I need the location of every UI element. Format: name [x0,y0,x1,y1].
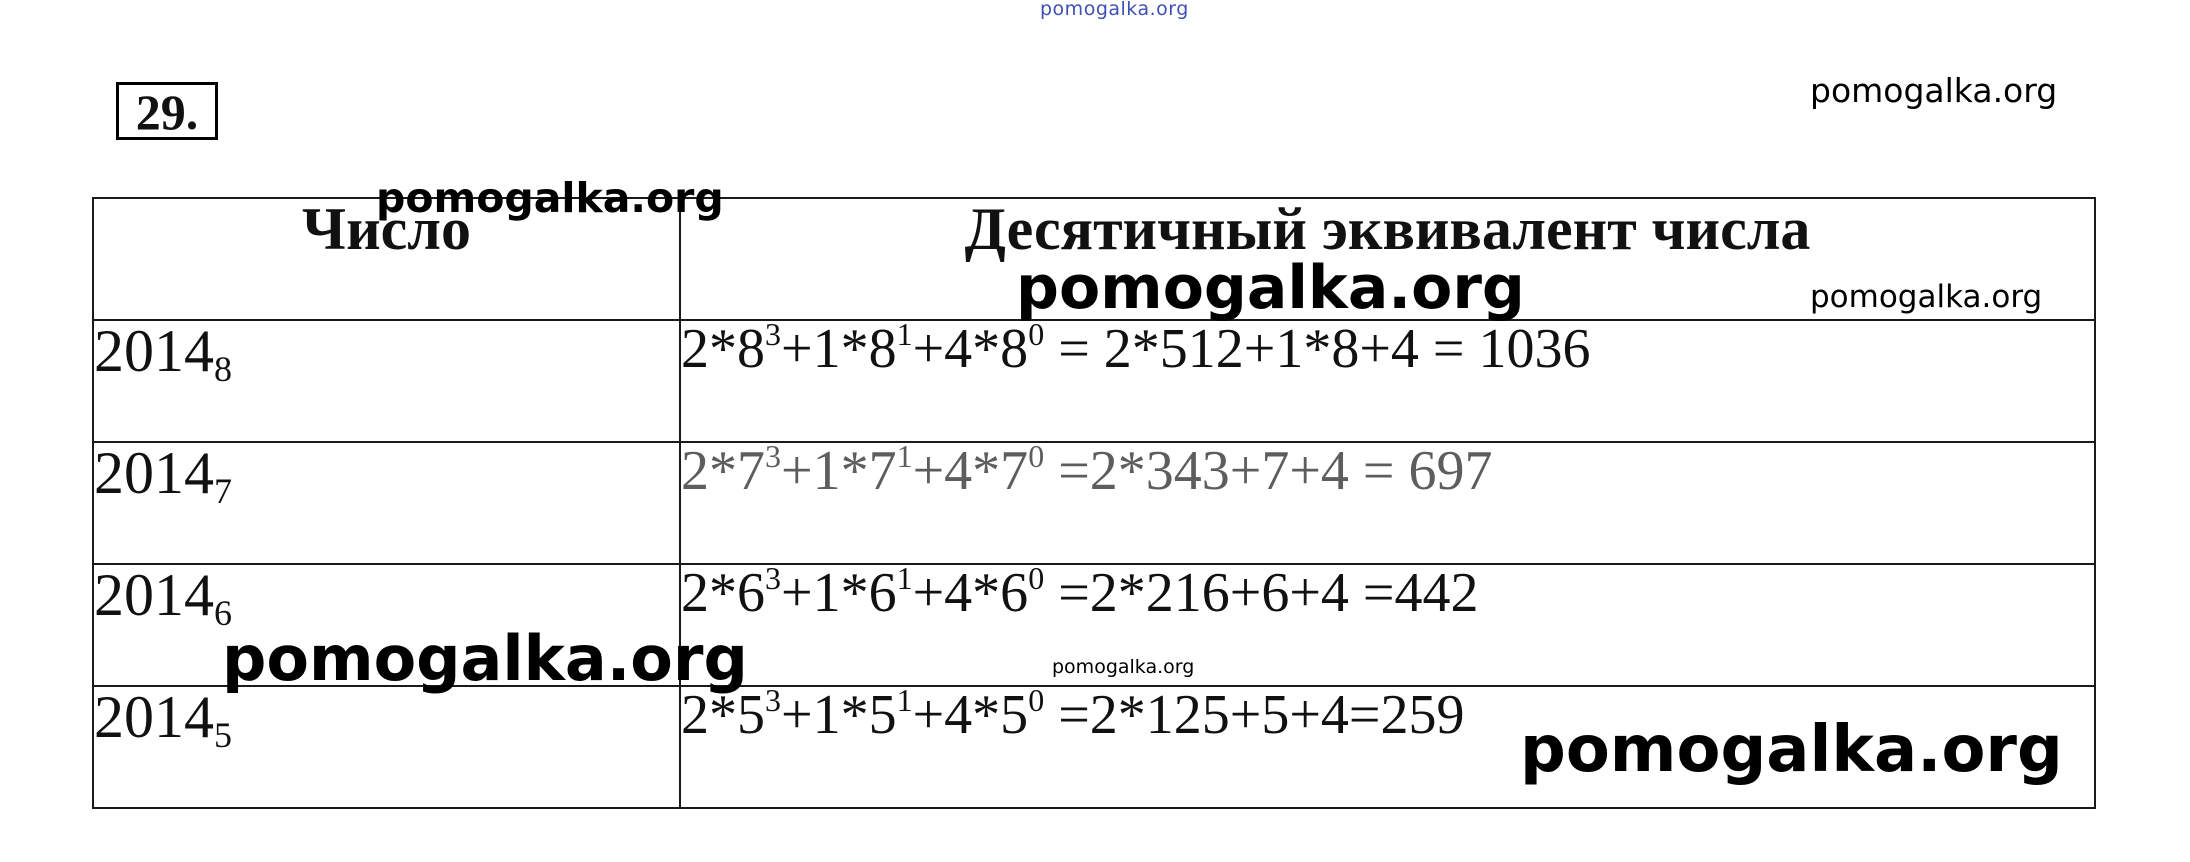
number-cell [93,686,680,808]
expression-exponent: 1 [896,438,913,474]
expression-exponent: 3 [765,316,781,352]
expression-exponent: 0 [1028,438,1045,474]
expression-exponent: 1 [896,560,913,596]
expression-term: 2*5 [681,684,765,746]
number-cell [93,320,680,442]
expression-term: 2*7 [681,440,765,502]
expression-term: +4*7 [912,440,1029,502]
header-number: Число [93,198,680,320]
expression-exponent: 3 [765,560,781,596]
expression-term: +1*5 [781,684,897,746]
number-cell [93,442,680,564]
expression-term: +4*5 [912,684,1029,746]
watermark-bottom-right: pomogalka.org [1520,713,2063,787]
expression-term: 2*8 [681,318,765,380]
expression-exponent: 0 [1028,682,1045,718]
expression-term: 2*6 [681,562,765,624]
expression-exponent: 0 [1028,560,1045,596]
watermark-top: pomogalka.org [1040,0,1189,20]
number-value: 2014 [94,562,214,628]
expression-cell [680,560,2095,686]
expression-cell [680,316,2095,442]
watermark-mid-small: pomogalka.org [1052,656,1195,678]
task-number: 29. [116,82,218,140]
number-base: 5 [214,715,232,755]
expression-term: +1*7 [781,440,897,502]
watermark-header-center: pomogalka.org [1016,253,1525,323]
expression-exponent: 1 [896,682,913,718]
header-decimal-equivalent: Десятичный эквивалент числа [680,198,2095,320]
number-value: 2014 [94,684,214,750]
number-base: 8 [214,349,232,389]
expression-exponent: 0 [1028,316,1045,352]
expression-term: =2*125+5+4=259 [1044,684,1465,746]
table-row [93,442,2095,564]
expression-term: = 2*512+1*8+4 = 1036 [1044,318,1591,380]
expression-exponent: 1 [896,316,913,352]
expression-term: +4*6 [912,562,1029,624]
table-row [93,320,2095,442]
number-base: 7 [214,471,232,511]
watermark-right: pomogalka.org [1810,71,2058,110]
expression-cell [680,438,2095,564]
number-base: 6 [214,593,232,633]
watermark-header-left: pomogalka.org [376,174,724,222]
watermark-header-right: pomogalka.org [1810,279,2043,315]
expression-exponent: 3 [765,682,781,718]
expression-term: +4*8 [912,318,1029,380]
expression-term: =2*216+6+4 =442 [1044,562,1479,624]
watermark-mid-left: pomogalka.org [222,622,748,695]
number-value: 2014 [94,318,214,384]
expression-term: =2*343+7+4 = 697 [1044,440,1493,502]
expression-term: +1*8 [781,318,897,380]
expression-exponent: 3 [765,438,781,474]
number-value: 2014 [94,440,214,506]
expression-term: +1*6 [781,562,897,624]
